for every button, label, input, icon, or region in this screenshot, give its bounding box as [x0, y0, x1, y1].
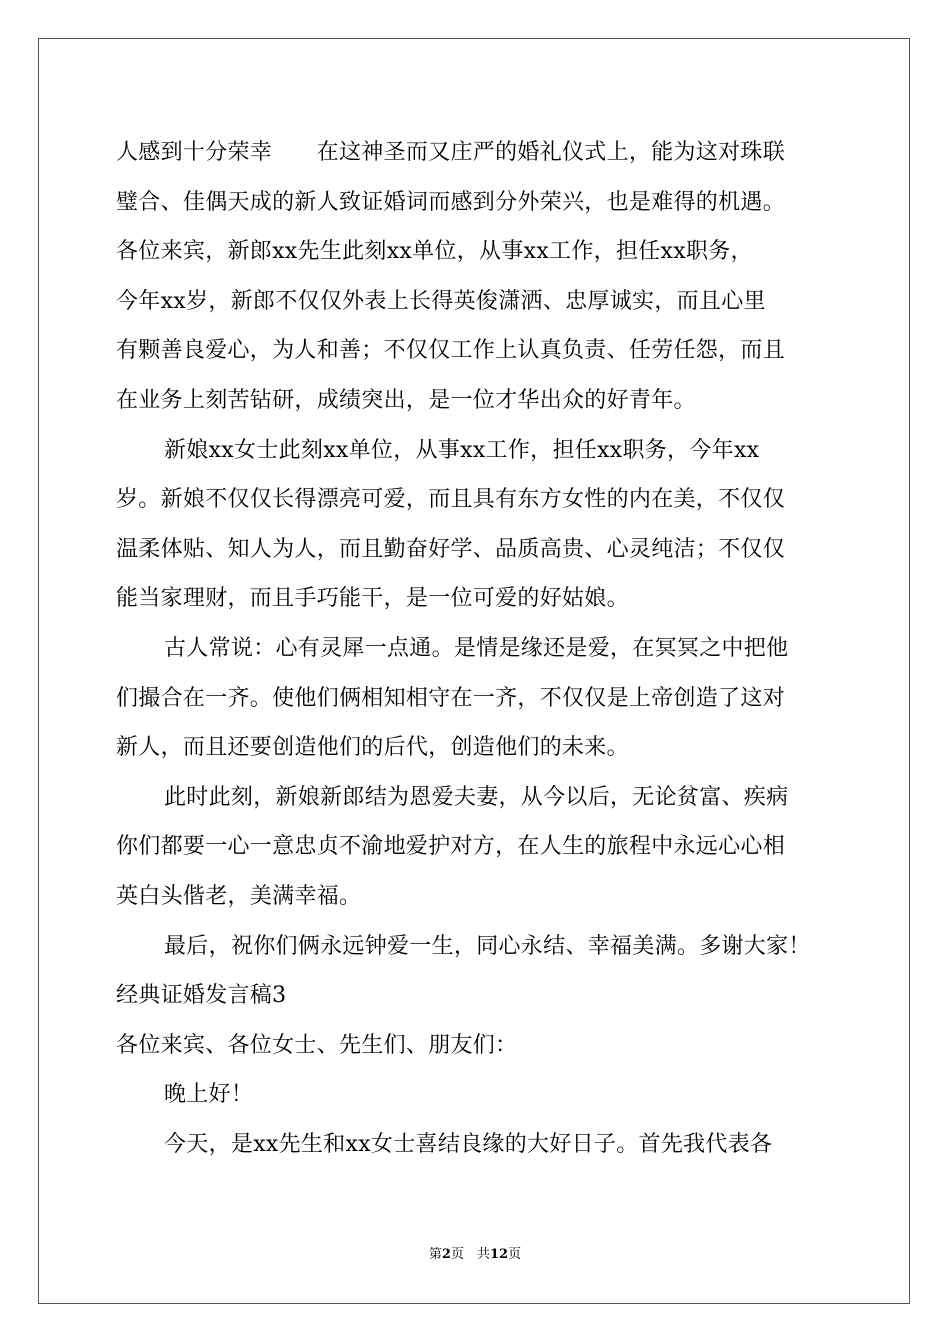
text-line: 今天，是xx先生和xx女士喜结良缘的大好日子。首先我代表各	[164, 1131, 773, 1157]
text-line: 古人常说：心有灵犀一点通。是情是缘还是爱，在冥冥之中把他	[164, 635, 789, 661]
text-line: 能当家理财，而且手巧能干，是一位可爱的好姑娘。	[116, 586, 629, 612]
document-body	[116, 128, 838, 1169]
text-line: 人感到十分荣幸 在这神圣而又庄严的婚礼仪式上，能为这对珠联	[116, 140, 786, 165]
text-line: 各位来宾、各位女士、先生们、朋友们：	[116, 1032, 518, 1058]
text-line: 最后，祝你们俩永远钟爱一生，同心永结、幸福美满。多谢大家！	[164, 933, 811, 959]
text-line: 晚上好！	[164, 1082, 254, 1108]
text-line: 们撮合在一齐。使他们俩相知相守在一齐，不仅仅是上帝创造了这对	[116, 685, 786, 711]
text-line: 各位来宾，新郎xx先生此刻xx单位，从事xx工作，担任xx职务，	[116, 239, 753, 265]
current-page-number: 2	[441, 1247, 451, 1262]
footer-suffix: 页	[508, 1247, 522, 1262]
page-footer	[0, 1245, 950, 1265]
footer-prefix: 第	[428, 1247, 442, 1262]
text-line: 温柔体贴、知人为人，而且勤奋好学、品质高贵、心灵纯洁；不仅仅	[116, 536, 786, 562]
text-line: 岁。新娘不仅仅长得漂亮可爱，而且具有东方女性的内在美，不仅仅	[116, 487, 786, 513]
text-line: 今年xx岁，新郎不仅仅外表上长得英俊潇洒、忠厚诚实，而且心里	[116, 288, 766, 314]
text-line: 英白头偕老，美满幸福。	[116, 883, 362, 909]
text-line: 有颗善良爱心，为人和善；不仅仅工作上认真负责、任劳任怨，而且	[116, 338, 786, 364]
text-line: 此时此刻，新娘新郎结为恩爱夫妻，从今以后，无论贫富、疾病	[164, 784, 789, 810]
text-line: 你们都要一心一意忠贞不渝地爱护对方，在人生的旅程中永远心心相	[116, 834, 786, 860]
total-page-number: 12	[489, 1247, 509, 1262]
text-line: 新娘xx女士此刻xx单位，从事xx工作，担任xx职务，今年xx	[164, 437, 760, 463]
footer-middle: 页 共	[450, 1247, 490, 1262]
text-line: 在业务上刻苦钻研，成绩突出，是一位才华出众的好青年。	[116, 387, 696, 413]
text-line: 璧合、佳偶天成的新人致证婚词而感到分外荣兴，也是难得的机遇。	[116, 189, 786, 215]
text-line: 新人，而且还要创造他们的后代，创造他们的未来。	[116, 735, 629, 761]
text-line: 经典证婚发言稿3	[116, 983, 287, 1009]
